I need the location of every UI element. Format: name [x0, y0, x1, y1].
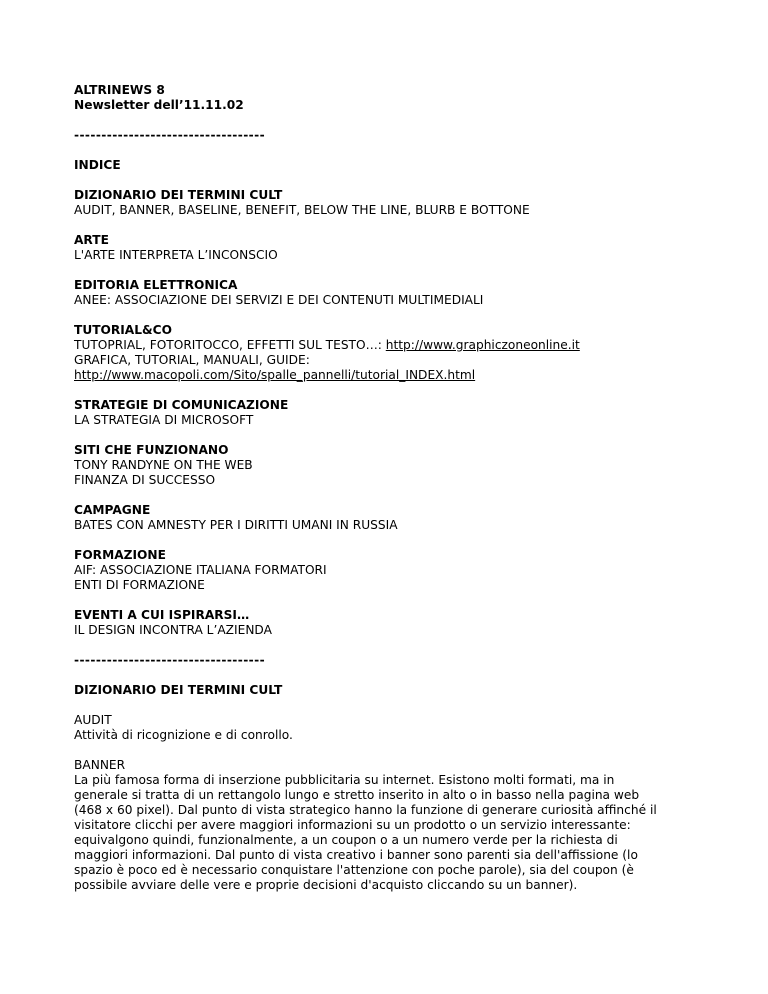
- dictionary-definition-line: (468 x 60 pixel). Dal punto di vista strategico hanno la funzione di generare curiosità affinché il: [74, 803, 657, 817]
- index-section-title: ARTE: [74, 233, 109, 247]
- index-section-item: ENTI DI FORMAZIONE: [74, 578, 205, 592]
- index-section-item: TONY RANDYNE ON THE WEB: [74, 458, 253, 472]
- newsletter-date: Newsletter dell’11.11.02: [74, 98, 244, 112]
- index-section-item: IL DESIGN INCONTRA L’AZIENDA: [74, 623, 272, 637]
- index-section-tutorial: [74, 323, 714, 383]
- dictionary-definition-line: visitatore clicchi per avere maggiori informazioni su un prodotto o un servizio interessante:: [74, 818, 631, 832]
- graphiczone-link[interactable]: http://www.graphiczoneonline.it: [385, 338, 580, 352]
- macopoli-link[interactable]: http://www.macopoli.com/Sito/spalle_pannelli/tutorial_INDEX.html: [74, 368, 476, 382]
- separator-bottom: -----------------------------------: [74, 653, 266, 667]
- index-section-siti: [74, 443, 714, 488]
- index-section-arte: [74, 233, 714, 263]
- newsletter-page: [74, 83, 714, 893]
- index-section-item: L'ARTE INTERPRETA L’INCONSCIO: [74, 248, 278, 262]
- dictionary-definition-line: La più famosa forma di inserzione pubblicitaria su internet. Esistono molti formati, ma in: [74, 773, 615, 787]
- dictionary-definition: Attività di ricognizione e di conrollo.: [74, 728, 293, 742]
- dictionary-entry-banner: [74, 758, 714, 893]
- dictionary-definition-line: maggiori informazioni. Dal punto di vista creativo i banner sono parenti sia dell'affissione (lo: [74, 848, 638, 862]
- dictionary-entry-audit: [74, 713, 714, 743]
- index-section-editoria: [74, 278, 714, 308]
- index-section-item: GRAFICA, TUTORIAL, MANUALI, GUIDE:: [74, 353, 310, 367]
- dictionary-term: BANNER: [74, 758, 126, 772]
- index-section-title: SITI CHE FUNZIONANO: [74, 443, 229, 457]
- dictionary-definition-line: equivalgono quindi, funzionalmente, a un coupon o a un numero verde per la richiesta di: [74, 833, 618, 847]
- newsletter-title: ALTRINEWS 8: [74, 83, 165, 97]
- index-section-item: FINANZA DI SUCCESSO: [74, 473, 216, 487]
- index-heading: INDICE: [74, 158, 121, 172]
- index-section-title: STRATEGIE DI COMUNICAZIONE: [74, 398, 289, 412]
- index-section-dizionario: [74, 188, 714, 218]
- index-section-title: TUTORIAL&CO: [74, 323, 172, 337]
- index-section-strategie: [74, 398, 714, 428]
- index-section-item: LA STRATEGIA DI MICROSOFT: [74, 413, 254, 427]
- dictionary-definition-line: generale si tratta di un rettangolo lungo e stretto inserito in alto o in basso nella pagina web: [74, 788, 640, 802]
- index-section-item: AIF: ASSOCIAZIONE ITALIANA FORMATORI: [74, 563, 327, 577]
- dictionary-term: AUDIT: [74, 713, 112, 727]
- index-section-formazione: [74, 548, 714, 593]
- index-section-title: EDITORIA ELETTRONICA: [74, 278, 238, 292]
- index-section-title: EVENTI A CUI ISPIRARSI…: [74, 608, 250, 622]
- dictionary-heading: DIZIONARIO DEI TERMINI CULT: [74, 683, 283, 697]
- index-section-title: DIZIONARIO DEI TERMINI CULT: [74, 188, 283, 202]
- index-section-campagne: [74, 503, 714, 533]
- separator-top: -----------------------------------: [74, 128, 266, 142]
- dictionary-definition-line: spazio è poco ed è necessario conquistare l'attenzione con poche parole), sia del coupon (è: [74, 863, 634, 877]
- index-section-item: AUDIT, BANNER, BASELINE, BENEFIT, BELOW THE LINE, BLURB E BOTTONE: [74, 203, 530, 217]
- index-section-item: ANEE: ASSOCIAZIONE DEI SERVIZI E DEI CONTENUTI MULTIMEDIALI: [74, 293, 484, 307]
- index-section-title: FORMAZIONE: [74, 548, 166, 562]
- index-section-item: BATES CON AMNESTY PER I DIRITTI UMANI IN RUSSIA: [74, 518, 398, 532]
- dictionary-definition-line: possibile avviare delle vere e proprie decisioni d'acquisto cliccando su un banner).: [74, 878, 578, 892]
- index-section-eventi: [74, 608, 714, 638]
- index-section-item: [74, 338, 714, 353]
- tutorial-item-text: TUTOPRIAL, FOTORITOCCO, EFFETTI SUL TESTO…:: [74, 338, 386, 352]
- index-section-title: CAMPAGNE: [74, 503, 151, 517]
